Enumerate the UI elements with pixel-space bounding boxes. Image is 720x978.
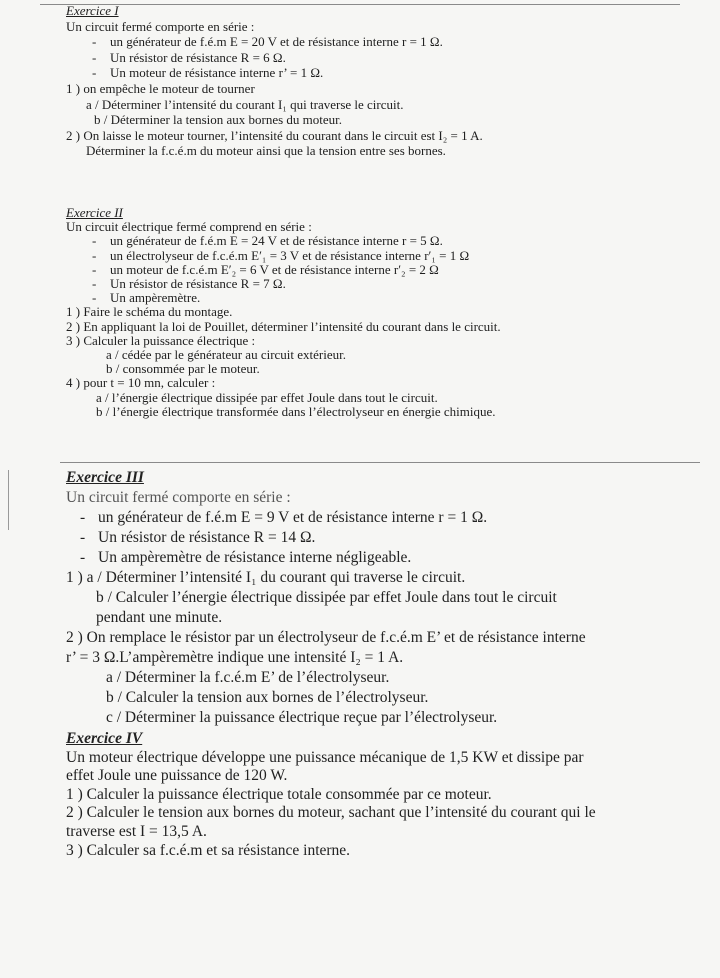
question: 2 ) En appliquant la loi de Pouillet, déterminer l’intensité du courant dans le circuit. — [66, 318, 501, 334]
bullet: - — [80, 509, 86, 526]
sub-question: pendant une minute. — [96, 609, 223, 626]
question: 4 ) pour t = 10 mn, calculer : — [66, 375, 216, 391]
list-item — [66, 50, 700, 66]
sub-question: a / l’énergie électrique dissipée par effet Joule dans tout le circuit. — [96, 389, 438, 405]
exercise-title: Exercice II — [66, 205, 123, 220]
text-line: Un moteur électrique développe une puissance mécanique de 1,5 KW et dissipe par — [66, 748, 584, 766]
bullet: - — [92, 290, 97, 306]
question: 1 ) a / Déterminer l’intensité I₁ du courant qui traverse le circuit. — [66, 569, 466, 586]
sub-question: c / Déterminer la puissance électrique reçue par l’électrolyseur. — [106, 709, 498, 726]
question: 3 ) Calculer sa f.c.é.m et sa résistance interne. — [66, 841, 351, 859]
list-item — [66, 528, 700, 548]
text: Un résistor de résistance R = 6 Ω. — [110, 49, 286, 65]
sub-question: a / Déterminer la f.c.é.m E’ de l’électrolyseur. — [106, 669, 390, 686]
text: un électrolyseur de f.c.é.m E′₁ = 3 V et de résistance interne r′₁ = 1 Ω — [110, 247, 470, 263]
list-item — [66, 508, 700, 528]
question: r’ = 3 Ω.L’ampèremètre indique une intensité I₂ = 1 A. — [66, 649, 404, 666]
bullet: - — [80, 549, 86, 566]
list-item — [66, 263, 700, 277]
text: un générateur de f.é.m E = 24 V et de résistance interne r = 5 Ω. — [110, 233, 443, 249]
question: 2 ) On laisse le moteur tourner, l’intensité du courant dans le circuit est I₂ = 1 A. — [66, 127, 483, 143]
bullet: - — [92, 233, 97, 249]
sub-question: b / consommée par le moteur. — [106, 361, 260, 377]
sub-question: a / cédée par le générateur au circuit extérieur. — [106, 347, 346, 363]
list-item — [66, 277, 700, 291]
text-line: Un circuit électrique fermé comprend en série : — [66, 219, 312, 235]
text: un générateur de f.é.m E = 9 V et de résistance interne r = 1 Ω. — [98, 509, 488, 526]
sub-question: b / Déterminer la tension aux bornes du moteur. — [94, 112, 343, 128]
bullet: - — [92, 276, 97, 292]
text: Un moteur de résistance interne r’ = 1 Ω. — [110, 65, 324, 81]
text: un moteur de f.c.é.m E′₂ = 6 V et de résistance interne r′₂ = 2 Ω — [110, 261, 439, 277]
question: traverse est I = 13,5 A. — [66, 822, 207, 840]
list-item — [66, 65, 700, 81]
question: 1 ) Calculer la puissance électrique totale consommée par ce moteur. — [66, 785, 492, 803]
exercise-2 — [66, 206, 700, 419]
bullet: - — [92, 65, 97, 81]
list-item — [66, 34, 700, 50]
question: 3 ) Calculer la puissance électrique : — [66, 332, 256, 348]
text: un générateur de f.é.m E = 20 V et de résistance interne r = 1 Ω. — [110, 34, 443, 50]
bullet: - — [92, 247, 97, 263]
question-text: Déterminer la f.c.é.m du moteur ainsi que la tension entre ses bornes. — [86, 143, 446, 159]
question: 2 ) Calculer le tension aux bornes du moteur, sachant que l’intensité du courant qui le — [66, 804, 596, 822]
exercise-title: Exercice I — [66, 3, 119, 18]
list-item — [66, 291, 700, 305]
bullet: - — [92, 261, 97, 277]
sub-question: b / Calculer l’énergie électrique dissipée par effet Joule dans tout le circuit — [96, 589, 557, 606]
section-divider — [60, 462, 700, 463]
exercise-4 — [66, 730, 700, 860]
bullet: - — [92, 34, 97, 50]
bullet: - — [92, 49, 97, 65]
exercise-1 — [66, 3, 700, 159]
text-line: effet Joule une puissance de 120 W. — [66, 767, 288, 785]
exercise-title: Exercice IV — [66, 730, 143, 747]
exercise-3 — [66, 468, 700, 728]
text: Un résistor de résistance R = 7 Ω. — [110, 276, 286, 292]
list-item — [66, 249, 700, 263]
sub-question: a / Déterminer l’intensité du courant I₁ qui traverse le circuit. — [86, 96, 404, 112]
question: 1 ) Faire le schéma du montage. — [66, 304, 233, 320]
list-item — [66, 548, 700, 568]
sub-question: b / l’énergie électrique transformée dans l’électrolyseur en énergie chimique. — [96, 403, 496, 419]
question: 2 ) On remplace le résistor par un électrolyseur de f.c.é.m E’ et de résistance interne — [66, 629, 586, 646]
text: Un résistor de résistance R = 14 Ω. — [98, 529, 316, 546]
list-item — [66, 234, 700, 248]
question: 1 ) on empêche le moteur de tourner — [66, 80, 255, 96]
sub-question: b / Calculer la tension aux bornes de l’électrolyseur. — [106, 689, 429, 706]
scan-edge — [8, 470, 9, 530]
bullet: - — [80, 529, 86, 546]
text: Un ampèremètre. — [110, 290, 201, 306]
text: Un ampèremètre de résistance interne négligeable. — [98, 549, 412, 566]
exercise-title: Exercice III — [66, 469, 144, 486]
text-line: Un circuit fermé comporte en série : — [66, 18, 255, 34]
text-line: Un circuit fermé comporte en série : — [66, 489, 291, 506]
